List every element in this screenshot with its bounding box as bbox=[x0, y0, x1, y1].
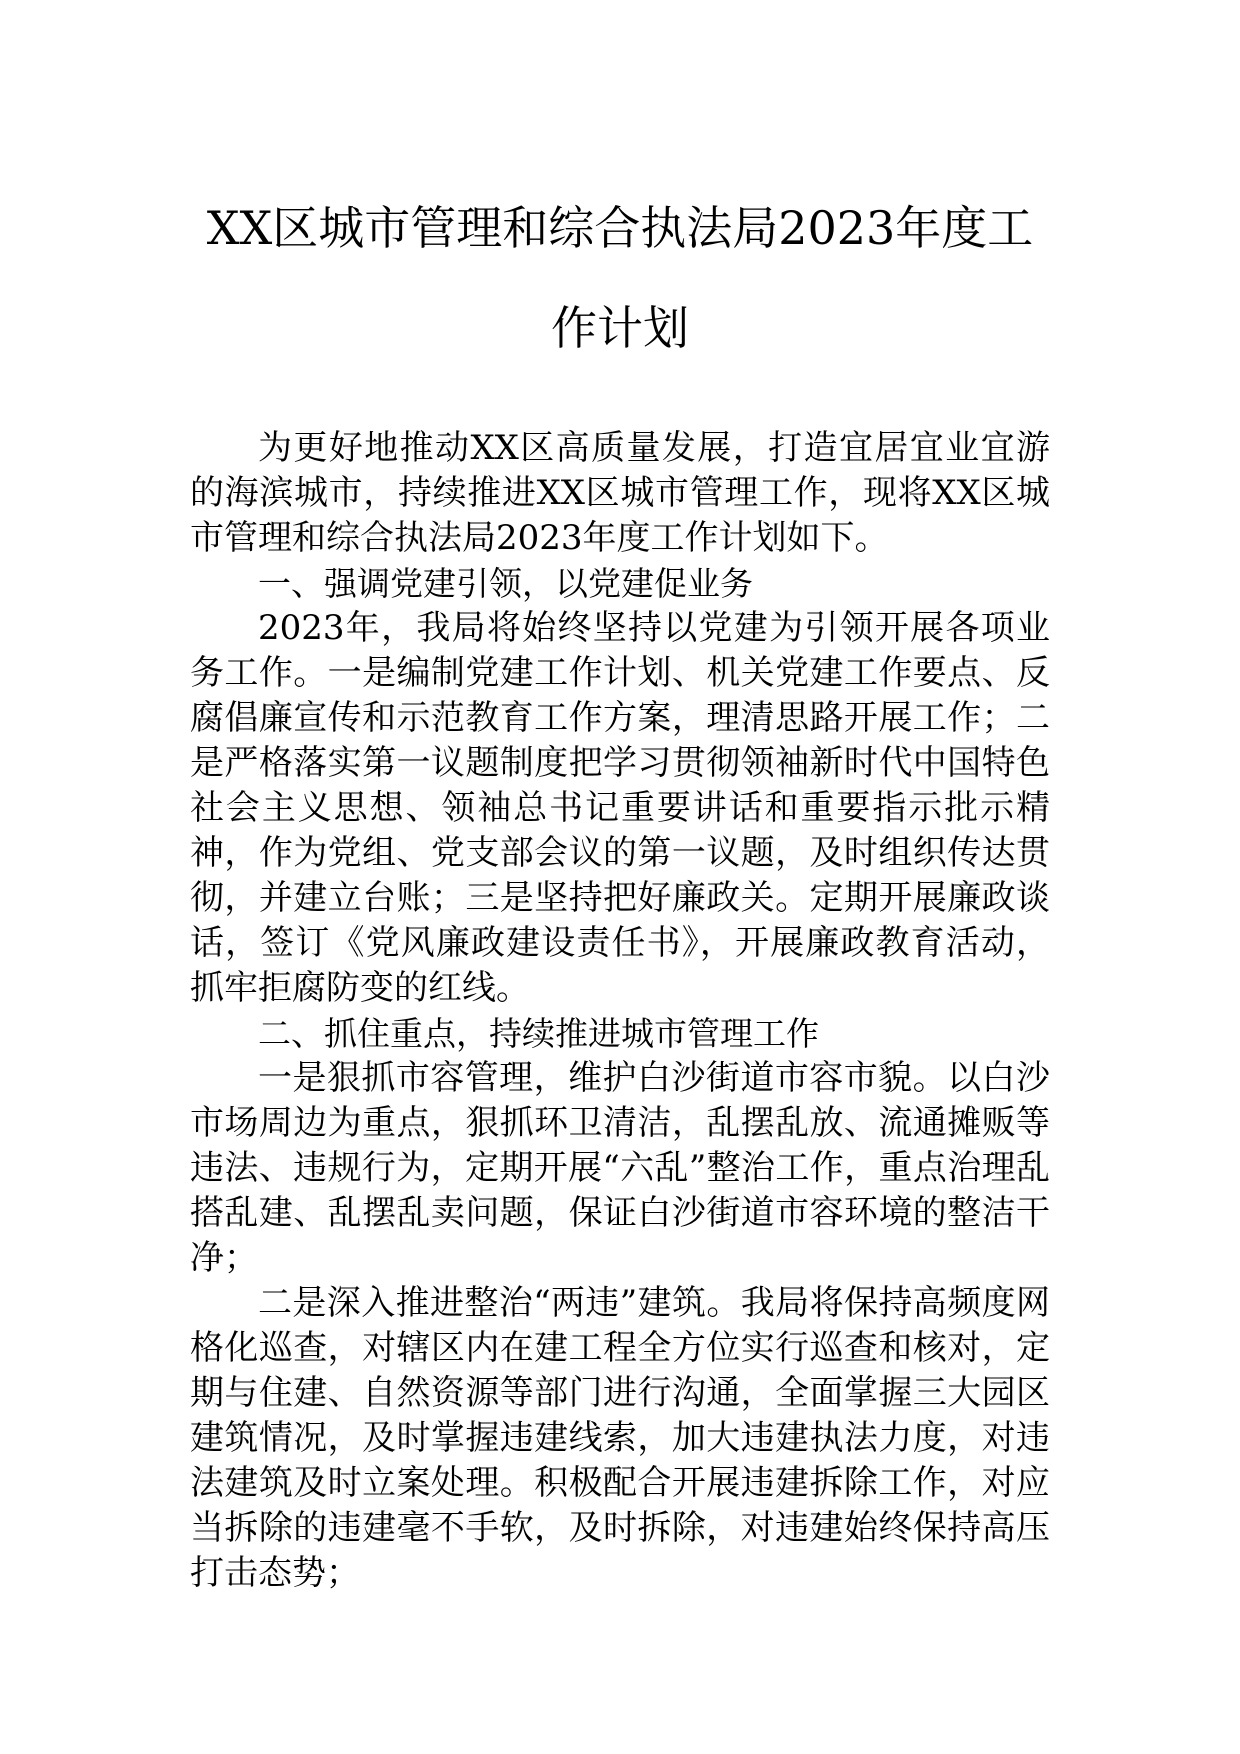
section-party-building bbox=[190, 561, 1050, 1011]
section-city-management bbox=[190, 1011, 1050, 1596]
document-title: XX区城市管理和综合执法局2023年度工作计划 bbox=[206, 201, 1034, 355]
section-heading: 一、强调党建引领，以党建促业务 bbox=[258, 564, 753, 603]
section-paragraph: 二是深入推进整治“两违”建筑。我局将保持高频度网格化巡查，对辖区内在建工程全方位实行巡查和核对，定期与住建、自然资源等部门进行沟通，全面掌握三大园区建筑情况，及时掌握违建线索，加大违建执法力度，对违法建筑及时立案处理。积极配合开展违建拆除工作，对应当拆除的违建毫不手软，及时拆除，对违建始终保持高压打击态势； bbox=[190, 1283, 1050, 1593]
intro-paragraph: 为更好地推动XX区高质量发展，打造宜居宜业宜游的海滨城市，持续推进XX区城市管理工作，现将XX区城市管理和综合执法局2023年度工作计划如下。 bbox=[190, 428, 1050, 558]
section-heading: 二、抓住重点，持续推进城市管理工作 bbox=[258, 1014, 819, 1053]
document-body bbox=[190, 426, 1050, 1596]
section-paragraph: 一是狠抓市容管理，维护白沙街道市容市貌。以白沙市场周边为重点，狠抓环卫清洁，乱摆乱放、流通摊贩等违法、违规行为，定期开展“六乱”整治工作，重点治理乱搭乱建、乱摆乱卖问题，保证白沙街道市容环境的整洁干净； bbox=[190, 1058, 1050, 1278]
section-paragraph: 2023年，我局将始终坚持以党建为引领开展各项业务工作。一是编制党建工作计划、机关党建工作要点、反腐倡廉宣传和示范教育工作方案，理清思路开展工作；二是严格落实第一议题制度把学习贯彻领袖新时代中国特色社会主义思想、领袖总书记重要讲话和重要指示批示精神，作为党组、党支部会议的第一议题，及时组织传达贯彻，并建立台账；三是坚持把好廉政关。定期开展廉政谈话，签订《党风廉政建设责任书》，开展廉政教育活动，抓牢拒腐防变的红线。 bbox=[190, 608, 1050, 1008]
